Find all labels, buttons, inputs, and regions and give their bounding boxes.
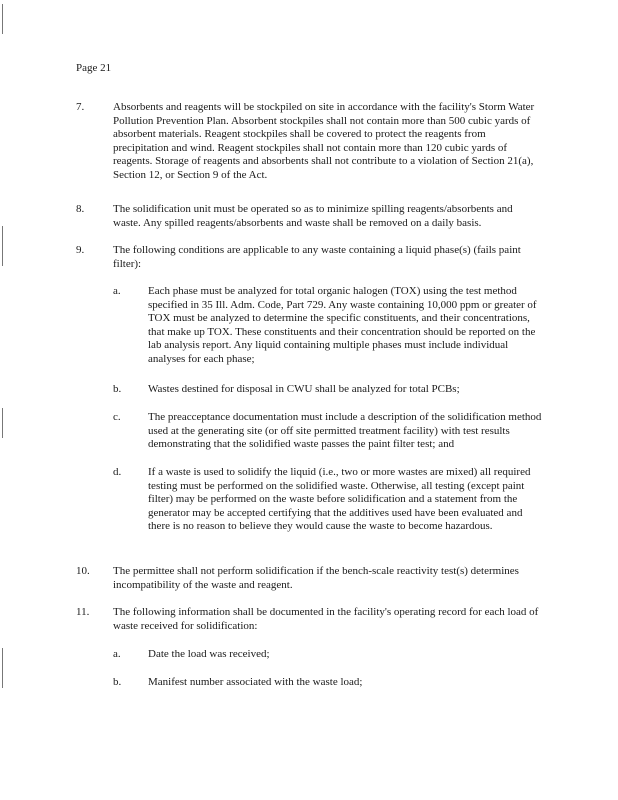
item-text: Absorbents and reagents will be stockpiled on site in accordance with the facility's Storm Water Pollution Prevention Plan. Absorbent stockpiles shall not contain more than 500 cubic yards of absorbent materials. Reagent stockpiles shall be covered to protect the reagents from precipitation and wind. Reagent stockpiles shall not contain more than 120 cubic yards of reagents. Storage of reagents and absorbents shall not contribute to a violation of Section 21(a), Section 12, or Section 9 of the Act. bbox=[113, 101, 535, 181]
item-number: 11. bbox=[76, 606, 90, 618]
sub-item-letter: a. bbox=[113, 285, 121, 297]
sub-item-text: The preacceptance documentation must include a description of the solidification method used at the generating site (or off site permitted treatment facility) with test results demonstrating that the solidified waste passes the paint filter test; and bbox=[148, 411, 542, 451]
item-number: 9. bbox=[76, 244, 85, 256]
sub-item-text: Each phase must be analyzed for total organic halogen (TOX) using the test method specified in 35 Ill. Adm. Code, Part 729. Any waste containing 10,000 ppm or greater of TOX must be analyzed to determine the specific constituents, and their concentrations, that make up TOX. These constituents and their concentration should be reported on the lab analysis report. Any liquid containing multiple phases must include individual analyses for each phase; bbox=[148, 285, 537, 365]
item-text: The permittee shall not perform solidification if the bench-scale reactivity test(s) determines incompatibility of the waste and reagent. bbox=[113, 565, 519, 591]
sub-item-letter: c. bbox=[113, 411, 121, 423]
item-text: The solidification unit must be operated so as to minimize spilling reagents/absorbents and waste. Any spilled reagents/absorbents and waste shall be removed on a daily basis. bbox=[113, 203, 513, 229]
sub-item-letter: b. bbox=[113, 676, 122, 688]
sub-item-letter: d. bbox=[113, 466, 122, 478]
item-number: 10. bbox=[76, 565, 90, 577]
scan-edge-mark bbox=[2, 408, 3, 438]
page-number: Page 21 bbox=[76, 62, 112, 74]
item-text: The following information shall be documented in the facility's operating record for each load of waste received for solidification: bbox=[113, 606, 539, 632]
sub-item-text: Date the load was received; bbox=[148, 648, 270, 660]
scan-edge-mark bbox=[2, 648, 3, 688]
item-number: 8. bbox=[76, 203, 85, 215]
sub-item-text: Manifest number associated with the waste load; bbox=[148, 676, 363, 688]
sub-item-text: Wastes destined for disposal in CWU shall be analyzed for total PCBs; bbox=[148, 383, 460, 395]
item-number: 7. bbox=[76, 101, 85, 113]
item-text: The following conditions are applicable to any waste containing a liquid phase(s) (fails paint filter): bbox=[113, 244, 521, 270]
sub-item-text: If a waste is used to solidify the liquid (i.e., two or more wastes are mixed) all required testing must be performed on the solidified waste. Otherwise, all testing (except paint filter) may be performed on the waste before solidification and a statement from the generator may be accepted certifying that the additives used have been evaluated and there is no reason to believe they would cause the waste to become hazardous. bbox=[148, 466, 531, 533]
scan-edge-mark bbox=[2, 226, 3, 266]
sub-item-letter: a. bbox=[113, 648, 121, 660]
sub-item-letter: b. bbox=[113, 383, 122, 395]
scan-edge-mark bbox=[2, 4, 3, 34]
